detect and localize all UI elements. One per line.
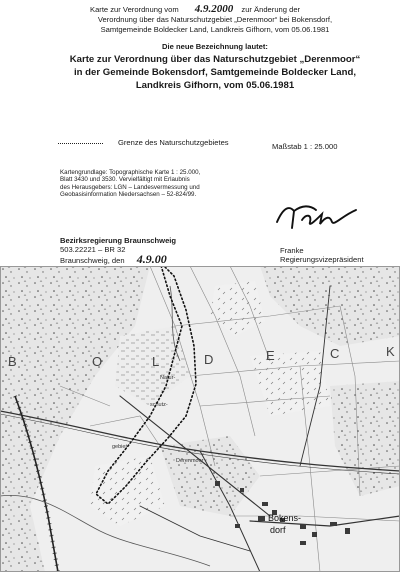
topographic-map	[0, 266, 400, 572]
new-name-title-2: in der Gemeinde Bokensdorf, Samtgemeinde Boldecker Land,	[73, 67, 357, 78]
map-basis-line-4: Geobasisinformation Niedersachsen – 52-824/99.	[60, 191, 197, 199]
label-bokensdorf-2: dorf	[270, 525, 286, 535]
header-prefix: Karte zur Verordnung vom	[90, 5, 179, 14]
signer-block	[280, 246, 400, 265]
header-line-3: Samtgemeinde Boldecker Land, Landkreis Gifhorn, vom 05.06.1981	[100, 25, 330, 34]
new-name-title-3: Landkreis Gifhorn, vom 05.06.1981	[135, 80, 295, 91]
header-line-1	[90, 5, 400, 14]
boundary-legend-symbol	[58, 143, 103, 144]
label-derenmoor: Derenmoor	[176, 458, 204, 464]
map-basis	[60, 169, 260, 199]
header-line-2: Verordnung über das Naturschutzgebiet „Derenmoor“ bei Bokensdorf,	[97, 15, 333, 24]
sheet-letter-k: K	[386, 344, 395, 359]
authority-place-date	[60, 251, 260, 266]
label-schutz: schutz-	[150, 402, 168, 408]
label-gebiet: gebiet	[112, 444, 127, 450]
handwritten-signature	[272, 202, 362, 232]
authority-name: Bezirksregierung Braunschweig	[60, 236, 177, 245]
signer-title: Regierungsvizepräsident	[280, 255, 364, 265]
sheet-letter-o: O	[92, 354, 103, 369]
handwritten-date-bottom: 4.9.00	[136, 251, 167, 266]
map-basis-line-2: Blatt 3430 und 3530. Vervielfältigt mit Erlaubnis	[60, 176, 190, 184]
sheet-letter-d: D	[204, 352, 214, 367]
label-bokensdorf-1: Bokens-	[268, 513, 302, 523]
new-name-title-1: Karte zur Verordnung über das Naturschutzgebiet „Derenmoor“	[69, 54, 361, 65]
map-scale: Maßstab 1 : 25.000	[272, 142, 338, 151]
map-basis-line-1: Kartengrundlage: Topographische Karte 1 : 25.000,	[60, 169, 201, 176]
authority-file-number: 503.22221 – BR 32	[60, 245, 126, 255]
sheet-letter-c: C	[330, 346, 340, 361]
authority-place-prefix: Braunschweig, den	[60, 255, 125, 265]
sheet-letter-b: B	[8, 354, 17, 369]
boundary-legend-label: Grenze des Naturschutzgebietes	[118, 138, 229, 147]
sheet-letter-l: L	[152, 354, 160, 369]
handwritten-date-top: 4.9.2000	[194, 3, 234, 15]
label-natur: Natur-	[160, 375, 176, 381]
sheet-letter-e: E	[266, 348, 275, 363]
header-suffix: zur Änderung der	[241, 5, 301, 14]
map-basis-line-3: des Herausgebers: LGN – Landesvermessung und	[60, 183, 200, 191]
new-name-intro: Die neue Bezeichnung lautet:	[162, 42, 268, 51]
authority-block	[60, 236, 260, 265]
signer-name: Franke	[280, 246, 304, 255]
